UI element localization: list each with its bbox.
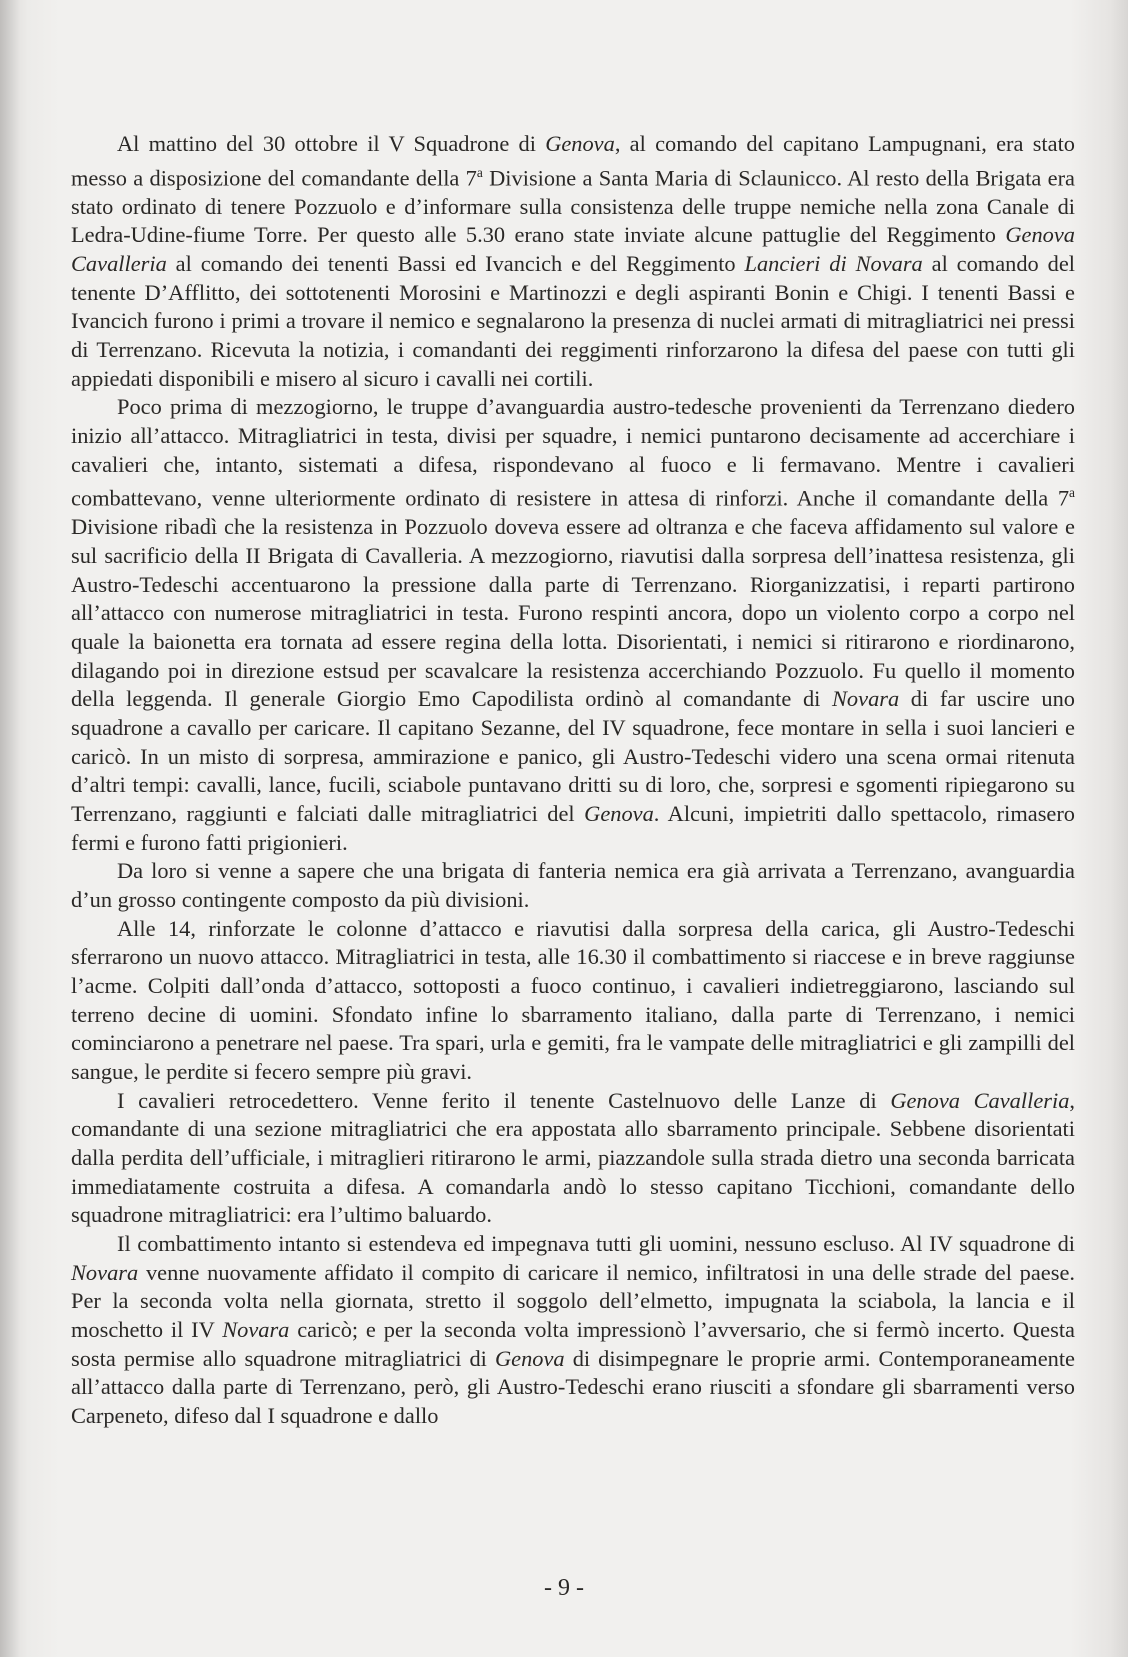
- page-gutter-shadow: [0, 0, 20, 1657]
- paragraph: Il combattimento intanto si estendeva ed impegnava tutti gli uomini, nessuno escluso. Al IV squadrone di Novara venne nuovamente affidato il compito di caricare il nemico, infiltratosi in una delle strade del paese. Per la seconda volta nella giornata, stretto il soggolo dell’elmetto, impugnata la sciabola, la lancia e il moschetto il IV Novara caricò; e per la seconda volta impressionò l’avversario, che si fermò incerto. Questa sosta permise allo squadrone mitragliatrici di Genova di disimpegnare le proprie armi. Contemporaneamente all’attacco dalla parte di Terrenzano, però, gli Austro-Tedeschi erano riusciti a sfondare gli sbarramenti verso Carpeneto, difeso dal I squadrone e dallo: [71, 1230, 1075, 1428]
- paragraph: Poco prima di mezzogiorno, le truppe d’avanguardia austro-tedesche provenienti da Terrenzano diedero inizio all’attacco. Mitragliatrici in testa, divisi per squadre, i nemici puntarono decisamente ad accerchiare i cavalieri che, intanto, sistemati a difesa, rispondevano al fuoco e li fermavano. Mentre i cavalieri combattevano, venne ulteriormente ordinato di resistere in attesa di rinforzi. Anche il comandante della 7$^a$ Divisione ribadì che la resistenza in Pozzuolo doveva essere ad oltranza e che faceva affidamento sul valore e sul sacrificio della II Brigata di Cavalleria. A mezzogiorno, riavutisi dalla sorpresa dell’inattesa resistenza, gli Austro-Tedeschi accentuarono la pressione dalla parte di Terrenzano. Riorganizzatisi, i reparti partirono all’attacco con numerose mitragliatrici in testa. Furono respinti ancora, dopo un violento corpo a corpo nel quale la baionetta era tornata ad essere regina della lotta. Disorientati, i nemici si ritirarono e riordinarono, dilagando poi in direzione estsud per scavalcare la resistenza accerchiando Pozzuolo. Fu quello il momento della leggenda. Il generale Giorgio Emo Capodilista ordinò al comandante di Novara di far uscire uno squadrone a cavallo per caricare. Il capitano Sezanne, del IV squadrone, fece montare in sella i suoi lancieri e caricò. In un misto di sorpresa, ammirazione e panico, gli Austro-Tedeschi videro una scena ormai ritenuta d’altri tempi: cavalli, lance, fucili, sciabole puntavano dritti su di loro, che, sorpresi e sgomenti ripiegarono su Terrenzano, raggiunti e falciati dalle mitragliatrici del Genova. Alcuni, impietriti dallo spettacolo, rimasero fermi e furono fatti prigionieri.: [71, 394, 1076, 855]
- paragraph: Al mattino del 30 ottobre il V Squadrone di Genova, al comando del capitano Lampugnani, era stato messo a disposizione del comandante della 7$^a$ Divisione a Santa Maria di Sclaunicco. Al resto della Brigata era stato ordinato di tenere Pozzuolo e d’informare sulla consistenza delle truppe nemiche nella zona Canale di Ledra-Udine-fiume Torre. Per questo alle 5.30 erano state inviate alcune pattuglie del Reggimento Genova Cavalleria al comando dei tenenti Bassi ed Ivancich e del Reggimento Lancieri di Novara al comando del tenente D’Afflitto, dei sottotenenti Morosini e Martinozzi e degli aspiranti Bonin e Chigi. I tenenti Bassi e Ivancich furono i primi a trovare il nemico e segnalarono la presenza di nuclei armati di mitragliatrici nei pressi di Terrenzano. Ricevuta la notizia, i comandanti dei reggimenti rinforzarono la difesa del paese con tutti gli appiedati disponibili e misero al sicuro i cavalli nei cortili.: [71, 131, 1075, 391]
- paragraph: I cavalieri retrocedettero. Venne ferito il tenente Castelnuovo delle Lanze di Genova Cavalleria, comandante di una sezione mitragliatrici che era appostata allo sbarramento principale. Sebbene disorientati dalla perdita dell’ufficiale, i mitraglieri ritirarono le armi, piazzandole sulla strada dietro una seconda barricata immediatamente costruita a difesa. A comandarla andò lo stesso capitano Ticchioni, comandante dello squadrone mitragliatrici: era l’ultimo baluardo.: [71, 1087, 1075, 1228]
- page-number: - 9 -: [544, 1575, 584, 1601]
- paragraph: Da loro si venne a sapere che una brigata di fanteria nemica era già arrivata a Terrenzano, avanguardia d’un grosso contingente composto da più divisioni.: [71, 858, 1075, 912]
- paragraph: Alle 14, rinforzate le colonne d’attacco e riavutisi dalla sorpresa della carica, gli Austro-Tedeschi sferrarono un nuovo attacco. Mitragliatrici in testa, alle 16.30 il combattimento si riaccese e in breve raggiunse l’acme. Colpiti dall’onda d’attacco, sottoposti a fuoco continuo, i cavalieri indietreggiarono, lasciando sul terreno decine di uomini. Sfondato infine lo sbarramento italiano, dalla parte di Terrenzano, i nemici cominciarono a penetrare nel paese. Tra spari, urla e gemiti, fra le vampate delle mitragliatrici e gli zampilli del sangue, le perdite si fecero sempre più gravi.: [71, 915, 1075, 1084]
- body-text: [71, 130, 1075, 1430]
